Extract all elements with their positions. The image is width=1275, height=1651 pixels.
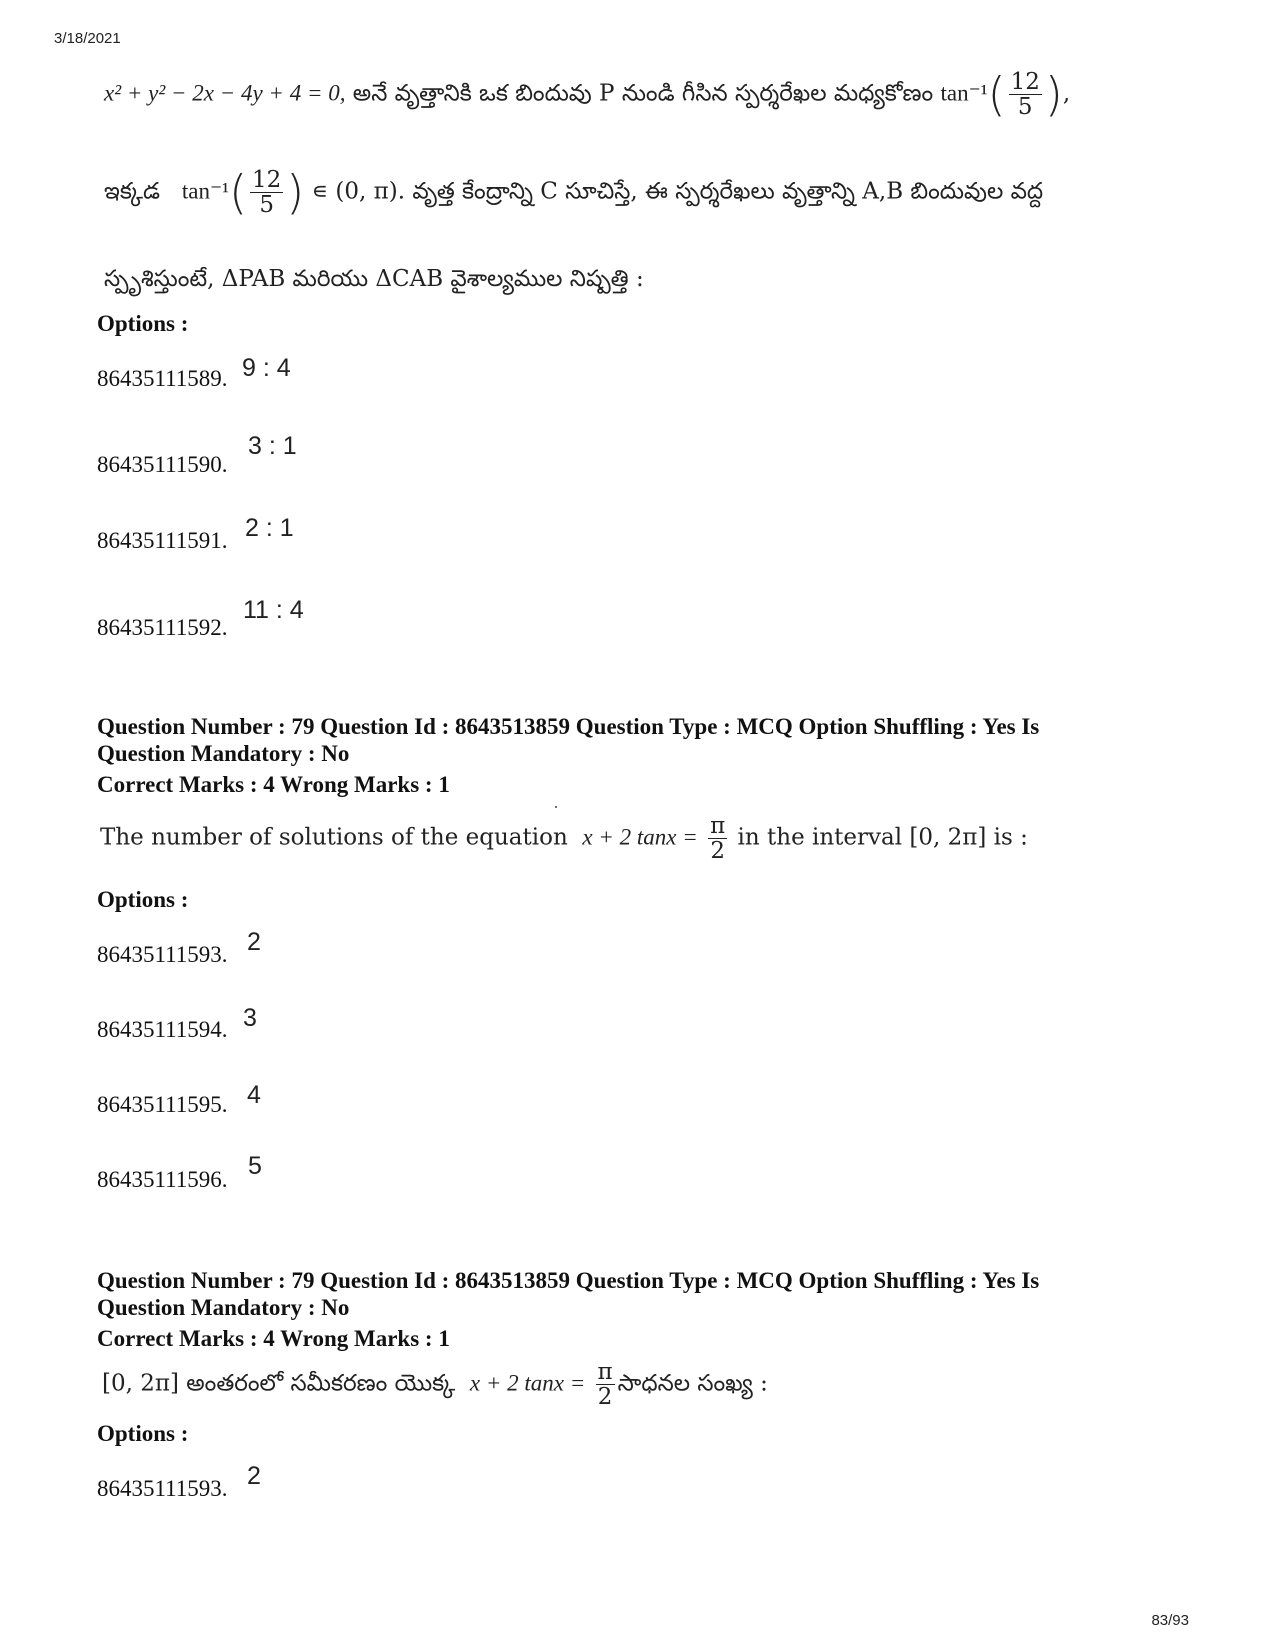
option-value: 5 [248,1152,262,1180]
print-date: 3/18/2021 [54,30,121,47]
question-equation-te: x + 2 tanx = [469,1370,586,1396]
option-id: 86435111595. [97,1092,228,1117]
question-header-line1: Question Number : 79 Question Id : 8643513859 Question Type : MCQ Option Shuffling : Yes Is [97,714,1040,739]
question-text-after: in the interval [0, 2π] is : [737,824,1028,851]
question-text-before-te: [0, 2π] అంతరంలో సమీకరణం యొక్క [102,1370,456,1397]
option-id: 86435111590. [97,452,228,477]
option-id: 86435111596. [97,1167,228,1192]
q78-line2: ఇక్కడ tan⁻¹( $\frac{12}{5}$ ) ∊ (0, π). వృత్త కేంద్రాన్ని C సూచిస్తే, ఈ స్పర్శరేఖలు వృత్తాన్ని A,B బిందువుల వద్ద [104,165,1044,220]
frac-denominator: 5 [1017,94,1033,121]
option-id: 86435111589. [97,366,228,391]
option-id: 86435111593. [97,942,228,967]
q78-line2-prefix: ఇక్కడ [104,178,160,205]
options-label-q79-en: Options : [97,887,189,912]
q78-line1-text: అనే వృత్తానికి ఒక బిందువు P నుండి గీసిన స్పర్శరేఖల మధ్యకోణం [352,80,934,107]
option-id: 86435111594. [97,1017,228,1042]
options-label-q79-te: Options : [97,1421,189,1446]
option-id: 86435111593. [97,1476,228,1501]
question-header-line2-te: Question Mandatory : No [97,1295,350,1320]
denominator-two: 2 [710,838,725,865]
options-label-q78: Options : [97,311,189,336]
frac-numerator-2: 12 [252,167,282,193]
question-text-after-te: సాధనల సంఖ్య : [617,1370,768,1397]
option-value: 3 [243,1004,257,1032]
option-id: 86435111592. [97,615,228,640]
circle-equation: x² + y² − 2x − 4y + 4 = 0, [104,80,346,106]
q78-line2-text: వృత్త కేంద్రాన్ని C సూచిస్తే, ఈ స్పర్శరేఖలు వృత్తాన్ని A,B బిందువుల వద్ద [412,178,1044,205]
q78-line1: x² + y² − 2x − 4y + 4 = 0, అనే వృత్తానికి ఒక బిందువు P నుండి గీసిన స్పర్శరేఖల మధ్యకోణం tan⁻¹( $\frac{12}{5}$ ), [104,67,1071,122]
option-value: 2 : 1 [245,514,294,542]
question-marks-te: Correct Marks : 4 Wrong Marks : 1 [97,1326,450,1351]
question-text-te [102,1360,768,1409]
q78-line3: స్పృశిస్తుంటే, ΔPAB మరియు ΔCAB వైశాల్యముల నిష్పత్తి : [104,266,644,292]
tan-inverse: tan⁻¹ [940,80,988,106]
pi-symbol-te: π [597,1359,613,1385]
frac-denominator-2: 5 [259,192,274,219]
question-text [100,814,1028,863]
pi-symbol: π [710,813,726,839]
q78-interval: ∊ (0, π). [311,178,406,205]
question-header-line1-te: Question Number : 79 Question Id : 8643513859 Question Type : MCQ Option Shuffling : Yes Is [97,1268,1040,1293]
option-value: 2 [247,928,261,956]
option-value: 3 : 1 [248,432,297,460]
question-header [97,713,1197,767]
denominator-two-te: 2 [597,1384,613,1411]
option-id: 86435111591. [97,528,228,553]
question-header-line2: Question Mandatory : No [97,741,350,766]
page-number: 83/93 [1151,1612,1189,1629]
option-value: 4 [247,1081,261,1109]
question-marks: Correct Marks : 4 Wrong Marks : 1 [97,772,450,797]
frac-numerator: 12 [1010,69,1040,95]
tan-inverse-2: tan⁻¹ [181,178,230,204]
question-header-te [97,1267,1197,1321]
question-text-before: The number of solutions of the equation [100,824,568,851]
question-equation: x + 2 tanx = [582,824,698,850]
option-value: 2 [247,1462,261,1490]
option-value: 9 : 4 [242,354,291,382]
option-value: 11 : 4 [243,596,304,624]
